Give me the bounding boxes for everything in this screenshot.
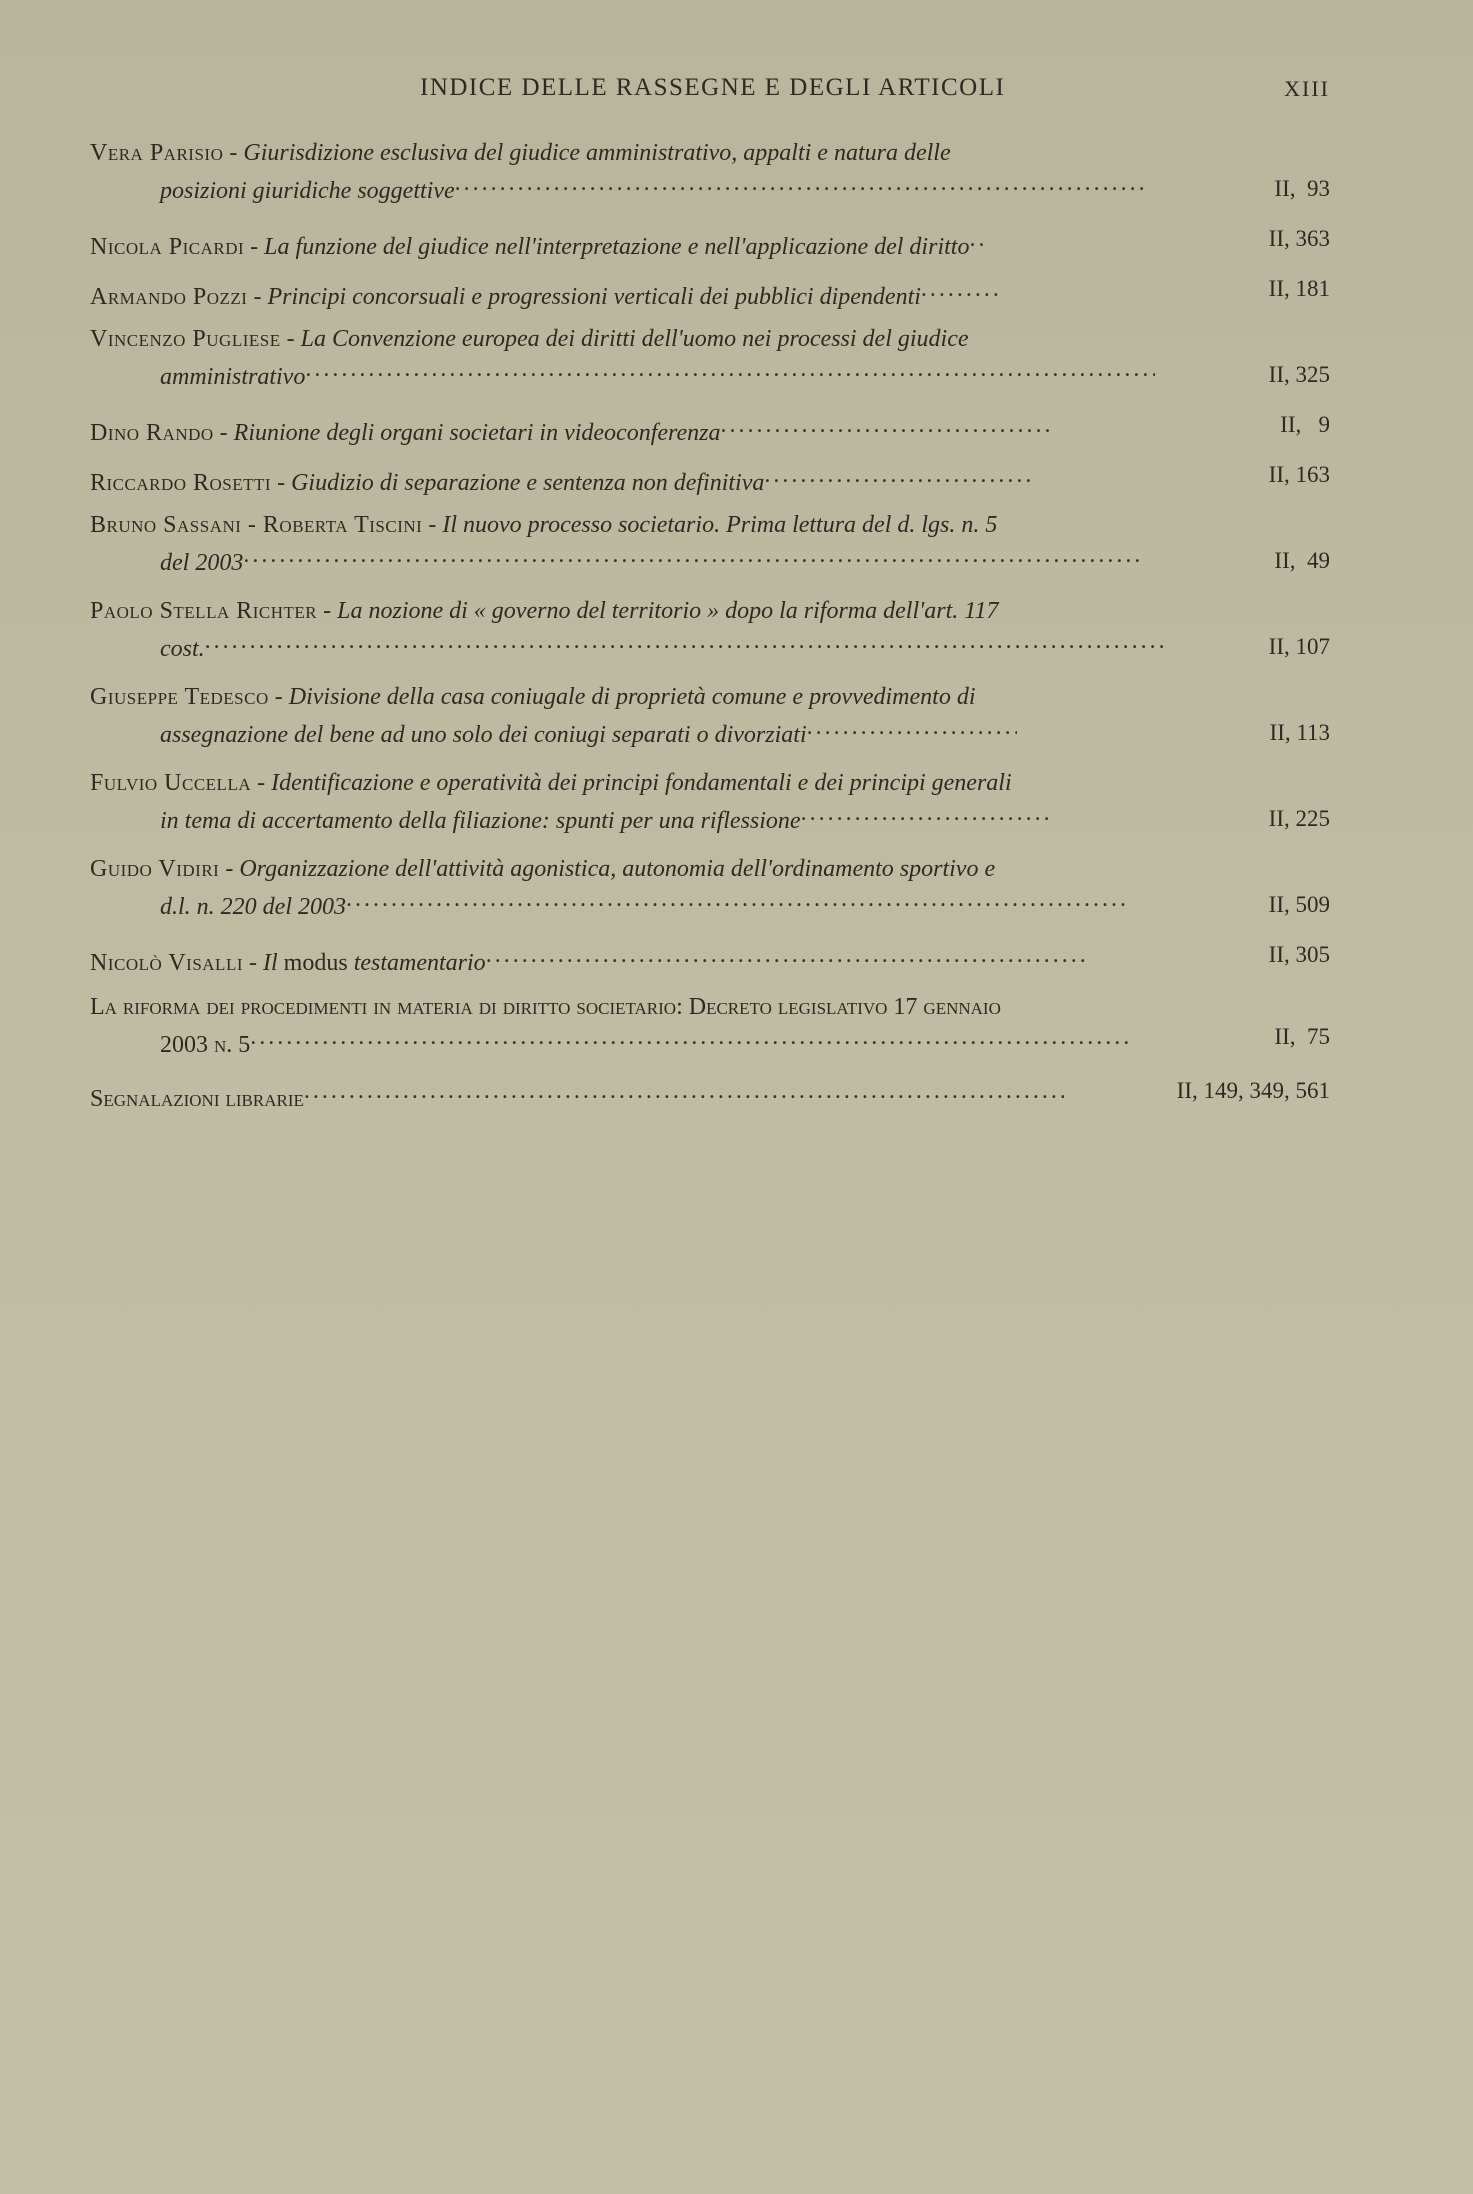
entry-page-ref: II, 149, 349, 561 bbox=[1176, 1078, 1330, 1103]
entry-page-ref: II, 163 bbox=[1268, 462, 1330, 487]
entry-title-continued: amministrativo bbox=[160, 364, 306, 390]
entry-separator: - bbox=[280, 326, 301, 352]
entry-author: Vincenzo Pugliese bbox=[90, 326, 281, 352]
toc-entry bbox=[90, 410, 1330, 446]
entry-title-continued: cost. bbox=[160, 636, 205, 662]
entry-author: Vera Parisio bbox=[90, 140, 224, 166]
entry-page-ref: II, 75 bbox=[1274, 1024, 1330, 1049]
entry-title: Organizzazione dell'attività agonistica, autonomia dell'ordinamento sportivo e bbox=[239, 856, 996, 882]
entry-title: Divisione della casa coniugale di proprietà comune e provvedimento di bbox=[288, 684, 976, 710]
toc-entry bbox=[90, 224, 1330, 260]
entry-page-ref: II, 225 bbox=[1268, 806, 1330, 831]
entry-page-ref: II, 49 bbox=[1274, 548, 1330, 573]
table-of-contents bbox=[90, 138, 1330, 1112]
dot-leader bbox=[764, 460, 1034, 490]
entry-title: Identificazione e operatività dei principi fondamentali e dei principi generali bbox=[271, 770, 1012, 796]
entry-author: Bruno Sassani - Roberta Tiscini bbox=[90, 512, 423, 538]
dot-leader bbox=[807, 712, 1017, 742]
entry-author: Guido Vidiri bbox=[90, 856, 220, 882]
entry-author: Armando Pozzi bbox=[90, 284, 248, 310]
page-number: XIII bbox=[1284, 76, 1330, 101]
decree-title-continued: 2003 n. 5 bbox=[160, 1032, 251, 1058]
entry-author: Nicola Picardi bbox=[90, 234, 245, 260]
entry-title-continued: in tema di accertamento della filiazione: spunti per una riflessione bbox=[160, 808, 801, 834]
toc-entry bbox=[90, 854, 1330, 920]
entry-page-ref: II, 113 bbox=[1269, 720, 1330, 745]
entry-title-roman: modus bbox=[283, 950, 348, 976]
toc-entry bbox=[90, 682, 1330, 748]
entry-author: Giuseppe Tedesco bbox=[90, 684, 269, 710]
reviews-label: Segnalazioni librarie bbox=[90, 1086, 304, 1112]
entry-title-continued: posizioni giuridiche soggettive bbox=[160, 178, 455, 204]
dot-leader bbox=[346, 884, 1126, 914]
dot-leader bbox=[969, 224, 989, 254]
toc-entry bbox=[90, 138, 1330, 204]
toc-entry bbox=[90, 940, 1330, 976]
entry-title: Principi concorsuali e progressioni verticali dei pubblici dipendenti bbox=[267, 284, 921, 310]
toc-entry bbox=[90, 324, 1330, 390]
entry-separator: - bbox=[422, 512, 443, 538]
entry-title: testamentario bbox=[353, 950, 486, 976]
dot-leader bbox=[486, 940, 1086, 970]
running-head-title: INDICE DELLE RASSEGNE E DEGLI ARTICOLI bbox=[420, 74, 1006, 101]
entry-title: Giudizio di separazione e sentenza non definitiva bbox=[291, 470, 765, 496]
dot-leader bbox=[921, 274, 1001, 304]
entry-separator: - bbox=[268, 684, 289, 710]
entry-separator: - bbox=[243, 950, 263, 976]
entry-author: Nicolò Visalli bbox=[90, 950, 243, 976]
entry-title-continued: assegnazione del bene ad uno solo dei coniugi separati o divorziati bbox=[160, 722, 807, 748]
toc-entry bbox=[90, 596, 1330, 662]
entry-page-ref: II, 325 bbox=[1268, 362, 1330, 387]
entry-title: La nozione di « governo del territorio » dopo la riforma dell'art. 117 bbox=[337, 598, 999, 624]
entry-separator: - bbox=[213, 420, 234, 446]
entry-separator: - bbox=[244, 234, 265, 260]
entry-title: Il bbox=[263, 950, 278, 976]
entry-title: Riunione degli organi societari in videoconferenza bbox=[233, 420, 721, 446]
entry-title: La funzione del giudice nell'interpretazione e nell'applicazione del diritto bbox=[264, 234, 970, 260]
dot-leader bbox=[205, 626, 1165, 656]
entry-separator: - bbox=[247, 284, 268, 310]
entry-page-ref: II, 181 bbox=[1268, 276, 1330, 301]
entry-title: Il nuovo processo societario. Prima lettura del d. lgs. n. 5 bbox=[442, 512, 998, 538]
toc-entry bbox=[90, 460, 1330, 496]
dot-leader bbox=[801, 798, 1051, 828]
dot-leader bbox=[305, 354, 1155, 384]
entry-author: Fulvio Uccella bbox=[90, 770, 252, 796]
toc-entry bbox=[90, 768, 1330, 834]
dot-leader bbox=[304, 1076, 1064, 1106]
entry-separator: - bbox=[223, 140, 244, 166]
entry-separator: - bbox=[251, 770, 272, 796]
entry-page-ref: II, 509 bbox=[1268, 892, 1330, 917]
toc-entry-decree bbox=[90, 992, 1330, 1058]
entry-author: Dino Rando bbox=[90, 420, 214, 446]
entry-separator: - bbox=[219, 856, 240, 882]
dot-leader bbox=[243, 540, 1143, 570]
entry-page-ref: II, 9 bbox=[1280, 412, 1330, 437]
decree-title: La riforma dei procedimenti in materia di diritto societario: Decreto legislativo 17 gennaio bbox=[90, 994, 1001, 1020]
entry-title: La Convenzione europea dei diritti dell'uomo nei processi del giudice bbox=[300, 326, 969, 352]
entry-separator: - bbox=[317, 598, 338, 624]
entry-author: Paolo Stella Richter bbox=[90, 598, 318, 624]
entry-page-ref: II, 305 bbox=[1268, 942, 1330, 967]
entry-title-continued: del 2003 bbox=[160, 550, 244, 576]
entry-author: Riccardo Rosetti bbox=[90, 470, 272, 496]
entry-title-continued: d.l. n. 220 del 2003 bbox=[160, 894, 346, 920]
entry-page-ref: II, 107 bbox=[1268, 634, 1330, 659]
entry-page-ref: II, 363 bbox=[1268, 226, 1330, 251]
dot-leader bbox=[250, 1022, 1130, 1052]
toc-entry-reviews bbox=[90, 1076, 1330, 1112]
entry-title: Giurisdizione esclusiva del giudice amministrativo, appalti e natura delle bbox=[243, 140, 951, 166]
toc-entry bbox=[90, 274, 1330, 310]
dot-leader bbox=[455, 168, 1145, 198]
entry-page-ref: II, 93 bbox=[1274, 176, 1330, 201]
entry-separator: - bbox=[271, 470, 292, 496]
toc-entry bbox=[90, 510, 1330, 576]
dot-leader bbox=[720, 410, 1050, 440]
